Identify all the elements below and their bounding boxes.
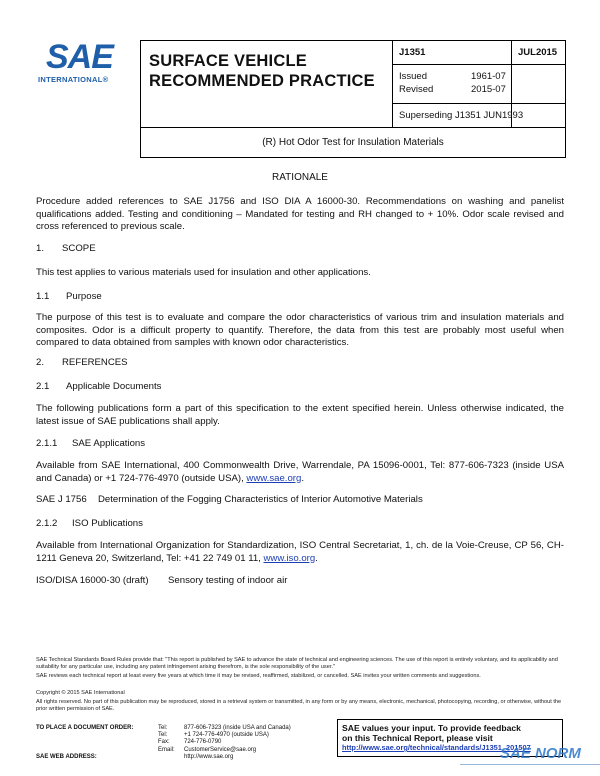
watermark: SAE NORM — [500, 745, 581, 762]
header-box — [140, 40, 566, 128]
section-2-1-heading — [36, 381, 161, 392]
section-2-1-2-heading — [36, 518, 143, 529]
doc-type-line2: RECOMMENDED PRACTICE — [149, 72, 375, 90]
web-value[interactable]: http://www.sae.org — [184, 753, 234, 760]
sae-availability-text: Available from SAE International, 400 Commonwealth Drive, Warrendale, PA 15096-0001, Tel: 877-606-7323 (inside USA and Canada) or +1 724-776-4970 (outside USA), www.sae.org. — [36, 460, 564, 484]
fax-label: Fax: — [158, 739, 170, 746]
sae-website-link[interactable]: www.sae.org — [246, 472, 302, 484]
doc-type-line1: SURFACE VEHICLE — [149, 52, 307, 70]
logo-subtitle: INTERNATIONAL® — [38, 75, 109, 84]
tel2-value: +1 724-776-4970 (outside USA) — [184, 732, 269, 739]
logo-mark: SAE — [46, 38, 113, 76]
rationale-text: Procedure added references to SAE J1756 and ISO DIA A 16000-30. Recommendations on washing and panelist qualifications added. Testing and conditioning – Mandated for testing and RH changed to + 10%. Odor scale revised and cross referenced to previous scale. — [36, 196, 564, 233]
section-title: ISO Publications — [72, 518, 143, 529]
tel2-label: Tel: — [158, 732, 168, 739]
header-rule-2 — [392, 103, 565, 104]
doc-date: JUL2015 — [518, 47, 558, 58]
order-label: TO PLACE A DOCUMENT ORDER: — [36, 725, 134, 731]
sae-availability-body: Available from SAE International, 400 Commonwealth Drive, Warrendale, PA 15096-0001, Tel: 877-606-7323 (inside USA and Canada) or +1 724-776-4970 (outside USA), — [36, 460, 564, 484]
fax-value: 724-776-0790 — [184, 739, 222, 746]
section-title: Applicable Documents — [66, 381, 162, 392]
doc-number: J1351 — [399, 47, 426, 58]
feedback-line1: SAE values your input. To provide feedback — [342, 723, 521, 733]
tel-value: 877-606-7323 (inside USA and Canada) — [184, 725, 291, 731]
section-2-heading — [36, 357, 128, 368]
applicable-documents-text: The following publications form a part of this specification to the extent specified herein. Unless otherwise indicated, the latest issue of SAE publications shall apply. — [36, 403, 564, 427]
fine-print-review: SAE reviews each technical report at least every five years at which time it may be revised, reaffirmed, stabilized, or cancelled. SAE invites your written comments and suggestions. — [36, 673, 481, 679]
rationale-heading: RATIONALE — [272, 172, 328, 183]
section-1-heading — [36, 243, 96, 254]
iso-ref-code: ISO/DISA 16000-30 (draft) — [36, 575, 149, 586]
section-title: SCOPE — [62, 243, 96, 254]
document-title: (R) Hot Odor Test for Insulation Materials — [262, 136, 444, 148]
fine-print-copyright: Copyright © 2015 SAE International — [36, 690, 125, 696]
issued-label: Issued — [399, 71, 427, 82]
document-title-row — [140, 127, 566, 158]
header-divider — [392, 41, 393, 127]
email-value[interactable]: CustomerService@sae.org — [184, 746, 257, 753]
watermark-line — [460, 764, 600, 765]
iso-website-link[interactable]: www.iso.org — [263, 552, 316, 564]
section-number: 1. — [36, 243, 45, 254]
fine-print-rules: SAE Technical Standards Board Rules provide that: "This report is published by SAE to advance the state of technical and engineering sciences. The use of this report is entirely voluntary, and its applicability and suitability for any particular use, including any patent infringement arising therefrom, is the sole responsibility of the user." — [36, 657, 558, 670]
feedback-link[interactable]: http://www.sae.org/technical/standards/J1351_201507 — [342, 743, 531, 752]
section-number: 1.1 — [36, 291, 50, 302]
sae-reference-row — [36, 494, 564, 507]
scope-text: This test applies to various materials used for insulation and other applications. — [36, 267, 371, 278]
tel-label: Tel: — [158, 725, 168, 731]
section-2-1-1-heading — [36, 438, 145, 449]
section-number: 2.1.2 — [36, 518, 58, 529]
doc-type — [149, 51, 375, 91]
sae-ref-code: SAE J 1756 — [36, 494, 87, 505]
sae-ref-title: Determination of the Fogging Characteristics of Interior Automotive Materials — [98, 494, 423, 505]
section-1-1-heading — [36, 291, 102, 302]
section-title: REFERENCES — [62, 357, 128, 368]
iso-reference-row — [36, 575, 564, 588]
sae-logo — [38, 40, 130, 84]
fine-print-rights: All rights reserved. No part of this publication may be reproduced, stored in a retrieval system or transmitted, in any form or by any means, electronic, mechanical, photocopying, recording, or otherwise, without the prior written permission of SAE. — [36, 699, 562, 712]
email-label: Email: — [158, 746, 175, 753]
iso-ref-title: Sensory testing of indoor air — [168, 575, 288, 586]
section-title: Purpose — [66, 291, 102, 302]
section-title: SAE Applications — [72, 438, 146, 449]
section-number: 2.1 — [36, 381, 50, 392]
web-label: SAE WEB ADDRESS: — [36, 753, 97, 760]
superseding: Superseding J1351 JUN1993 — [399, 110, 524, 121]
section-number: 2. — [36, 357, 45, 368]
issued-value: 1961-07 — [471, 71, 506, 82]
header-rule — [392, 64, 565, 65]
section-number: 2.1.1 — [36, 438, 58, 449]
revised-value: 2015-07 — [471, 84, 506, 95]
ordering-info — [36, 725, 291, 761]
iso-availability-body: Available from International Organization for Standardization, ISO Central Secretariat, 1, ch. de la Voie-Creuse, CP 56, CH-1211 Geneva 20, Switzerland, Tel: +41 22 749 01 11, — [36, 540, 564, 564]
feedback-line2: on this Technical Report, please visit — [342, 733, 493, 743]
iso-availability-text: Available from International Organization for Standardization, ISO Central Secretariat, 1, ch. de la Voie-Creuse, CP 56, CH-1211 Geneva 20, Switzerland, Tel: +41 22 749 01 11, www.iso.org. — [36, 540, 564, 564]
purpose-text: The purpose of this test is to evaluate and compare the odor characteristics of various trim and insulation materials and composites. Odor is a difficult property to quantify. Therefore, the data from this test are probably most useful when compared to data obtained from samples with known odor characteristics. — [36, 312, 564, 349]
revised-label: Revised — [399, 84, 434, 95]
